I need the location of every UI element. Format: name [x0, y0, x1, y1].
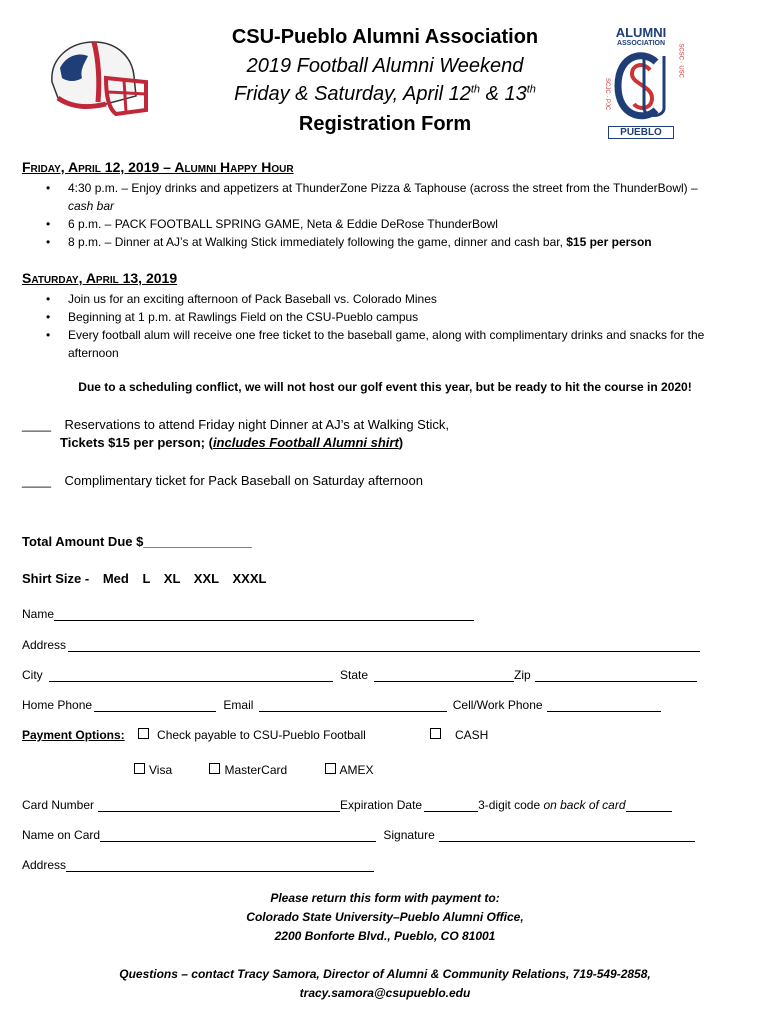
list-item: • 6 p.m. – PACK FOOTBALL SPRING GAME, Neta & Eddie DeRose ThunderBowl: [22, 215, 752, 233]
city-state-zip-row: City State Zip: [22, 668, 697, 682]
address-field: Address: [22, 638, 700, 652]
complimentary-blank[interactable]: ____: [22, 473, 51, 488]
security-code-input-line[interactable]: [626, 799, 672, 812]
expiration-input-line[interactable]: [424, 799, 478, 812]
reservation-price: Tickets $15 per person; (includes Football Alumni shirt): [60, 435, 404, 450]
csu-monogram-icon: [604, 48, 678, 126]
name-on-card-input-line[interactable]: [100, 829, 376, 842]
checkbox-icon[interactable]: [138, 728, 149, 739]
name-signature-row: Name on Card Signature: [22, 828, 695, 842]
visa-option[interactable]: Visa: [134, 763, 172, 777]
saturday-heading: Saturday, April 13, 2019: [22, 270, 178, 286]
golf-notice: Due to a scheduling conflict, we will not host our golf event this year, but be ready to hit the course in 2020!: [78, 380, 692, 394]
logo-bottom-text: PUEBLO: [608, 126, 674, 139]
reservation-blank[interactable]: ____: [22, 417, 51, 432]
form-title: Registration Form: [298, 113, 472, 135]
phone-email-row: Home Phone Email Cell/Work Phone: [22, 698, 661, 712]
payment-options-row: [22, 728, 366, 742]
friday-heading: Friday, April 12, 2019 – Alumni Happy Hour: [22, 159, 294, 175]
list-item: • Beginning at 1 p.m. at Rawlings Field on the CSU-Pueblo campus: [22, 308, 752, 326]
complimentary-line: ____ Complimentary ticket for Pack Baseball on Saturday afternoon: [22, 473, 423, 488]
logo-side-left: SCJC · PJC: [604, 78, 610, 111]
reservation-line: ____ Reservations to attend Friday night Dinner at AJ’s at Walking Stick,: [22, 417, 449, 432]
total-amount-due[interactable]: Total Amount Due $_______________: [22, 534, 252, 549]
shirt-size-xl[interactable]: XL: [163, 571, 181, 586]
zip-input-line[interactable]: [535, 669, 697, 682]
mastercard-option[interactable]: MasterCard: [209, 763, 287, 777]
logo-side-right: SCSC · USC: [678, 43, 684, 78]
amex-option[interactable]: AMEX: [325, 763, 374, 777]
payment-options-label: Payment Options:: [22, 728, 125, 742]
list-item: • Every football alum will receive one free ticket to the baseball game, along with complimentary drinks and snacks for the afternoon: [22, 326, 752, 362]
cell-phone-input-line[interactable]: [547, 699, 661, 712]
shirt-size-xxxl[interactable]: XXXL: [232, 571, 267, 586]
name-input-line[interactable]: [54, 608, 474, 621]
cash-option[interactable]: CASH: [430, 728, 488, 742]
alumni-association-logo: [604, 25, 684, 140]
card-address-input-line[interactable]: [66, 859, 374, 872]
home-phone-input-line[interactable]: [94, 699, 216, 712]
card-type-row: [134, 763, 374, 777]
checkbox-icon[interactable]: [325, 763, 336, 774]
state-input-line[interactable]: [374, 669, 514, 682]
football-helmet-logo: [46, 38, 150, 120]
shirt-size-xxl[interactable]: XXL: [193, 571, 219, 586]
checkbox-icon[interactable]: [134, 763, 145, 774]
list-item: • 8 p.m. – Dinner at AJ’s at Walking Stick immediately following the game, dinner and cash bar, $15 per person: [22, 233, 752, 251]
checkbox-icon[interactable]: [430, 728, 441, 739]
card-number-row: Card Number Expiration Date 3-digit code on back of card: [22, 798, 672, 812]
association-title: CSU-Pueblo Alumni Association: [231, 26, 539, 48]
signature-input-line[interactable]: [439, 829, 695, 842]
return-instructions: Please return this form with payment to: Colorado State University–Pueblo Alumni Office, 2200 Bonforte Blvd., Pueblo, CO 81001: [246, 891, 524, 943]
friday-list: [22, 179, 752, 251]
shirt-size-med[interactable]: Med: [102, 571, 129, 586]
address-input-line[interactable]: [68, 639, 700, 652]
event-title: 2019 Football Alumni Weekend: [246, 55, 524, 77]
email-input-line[interactable]: [259, 699, 447, 712]
shirt-size-row: Shirt Size - Med L XL XXL XXXL: [22, 571, 267, 586]
logo-sub-text: ASSOCIATION: [616, 40, 666, 47]
list-item: • Join us for an exciting afternoon of Pack Baseball vs. Colorado Mines: [22, 290, 752, 308]
card-number-input-line[interactable]: [98, 799, 340, 812]
card-address-row: Address: [22, 858, 374, 872]
name-field: Name: [22, 607, 474, 621]
logo-top-text: ALUMNI: [615, 25, 667, 40]
checkbox-icon[interactable]: [209, 763, 220, 774]
check-option[interactable]: Check payable to CSU-Pueblo Football: [138, 728, 366, 742]
list-item: • 4:30 p.m. – Enjoy drinks and appetizers at ThunderZone Pizza & Taphouse (across the street from the ThunderBowl) – cash bar: [22, 179, 752, 215]
contact-email[interactable]: tracy.samora@csupueblo.edu: [299, 986, 471, 1000]
city-input-line[interactable]: [49, 669, 333, 682]
event-dates: Friday & Saturday, April 12th & 13th: [234, 83, 536, 105]
shirt-size-l[interactable]: L: [142, 571, 151, 586]
contact-info: Questions – contact Tracy Samora, Director of Alumni & Community Relations, 719-549-2858, tracy.samora@csupueblo.edu: [0, 965, 770, 1003]
saturday-list: [22, 290, 752, 362]
